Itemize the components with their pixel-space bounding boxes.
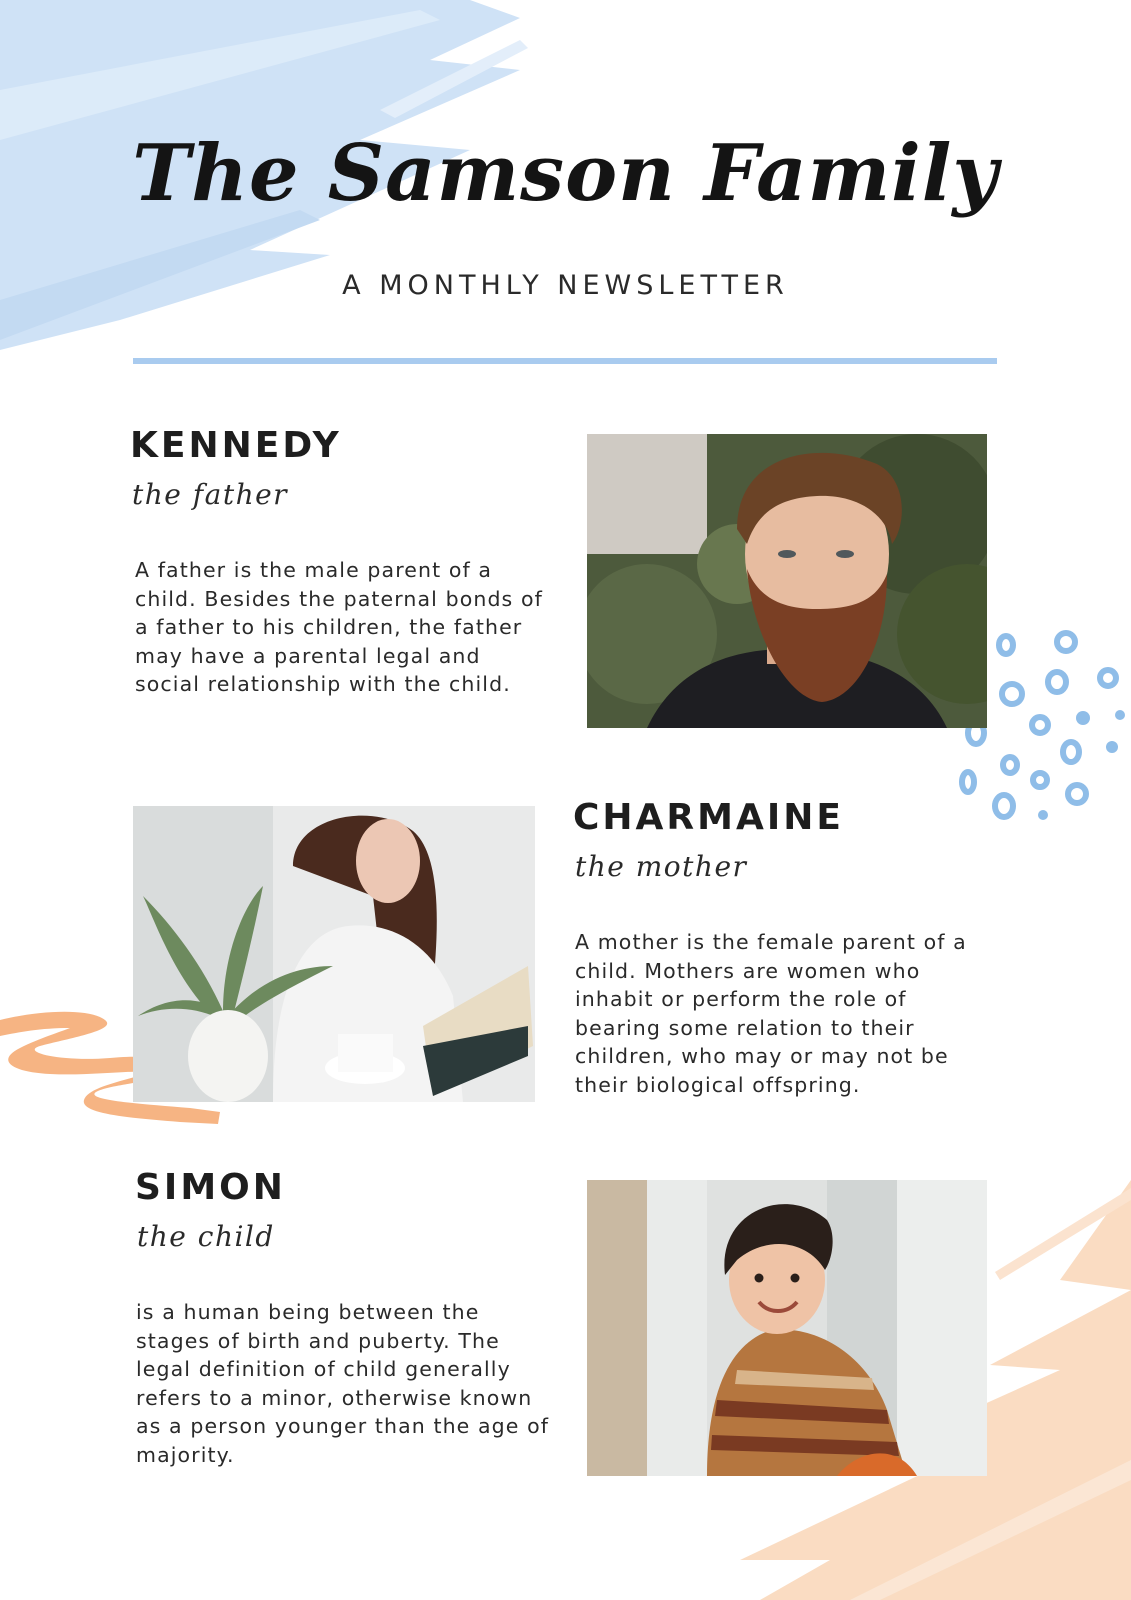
member-role: the mother (575, 850, 748, 883)
member-description: A mother is the female parent of a child. Mothers are women who inhabit or perform the role of bearing some relation to their children, who may or may not be their biological offspring. (575, 930, 967, 1097)
newsletter-subtitle: A MONTHLY NEWSLETTER (342, 270, 789, 301)
member-role: the father (132, 478, 289, 511)
member-name: CHARMAINE (573, 797, 844, 838)
member-description: is a human being between the stages of birth and puberty. The legal definition of child generally refers to a minor, otherwise known as a person younger than the age of majority. (136, 1300, 550, 1467)
newsletter-title: The Samson Family (132, 128, 999, 219)
member-name: SIMON (135, 1167, 286, 1208)
member-description: A father is the male parent of a child. Besides the paternal bonds of a father to his children, the father may have a parental legal and social relationship with the child. (135, 558, 543, 696)
child-smiling-photo (587, 1180, 987, 1476)
member-section-child (135, 1168, 555, 1469)
member-name: KENNEDY (130, 425, 342, 466)
member-section-father (130, 426, 550, 699)
header-divider (133, 358, 997, 364)
mother-reading-photo (133, 806, 535, 1102)
member-role: the child (137, 1220, 275, 1253)
father-portrait-photo (587, 434, 987, 728)
member-section-mother (573, 798, 993, 1099)
